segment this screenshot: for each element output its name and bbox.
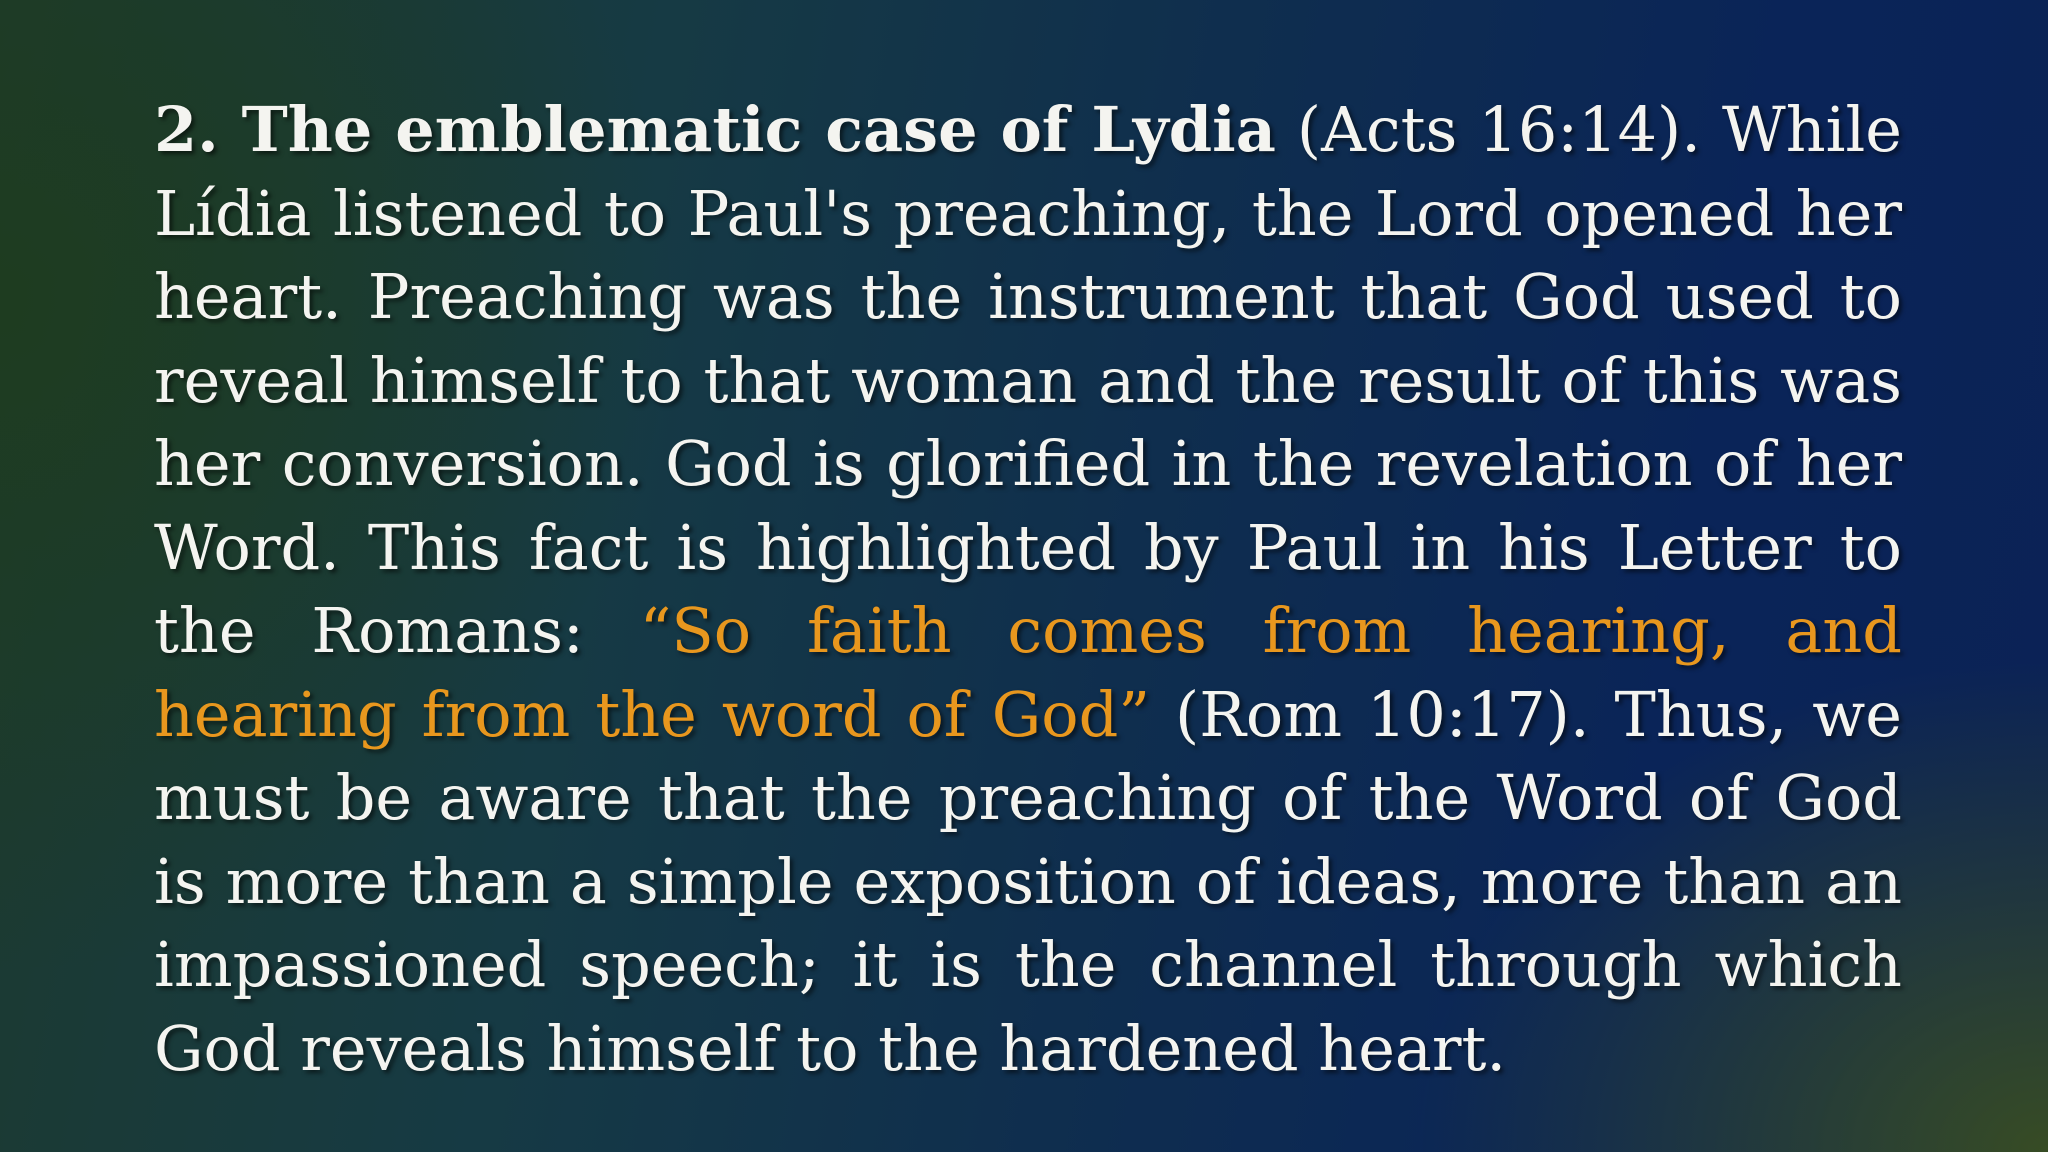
body-text-intro: (Acts 16:14). While Lídia listened to Paul's preaching, the Lord opened her heart. Preaching was the instrument that God used to reveal himself to that woman and the result of this was her conversion. God is glorified in the revelation of her Word. This fact is highlighted by Paul in his Letter to the Romans: — [154, 93, 1902, 667]
slide-heading: 2. The emblematic case of Lydia — [154, 93, 1276, 166]
slide-paragraph — [154, 88, 1902, 1090]
body-text-conclusion: (Rom 10:17). Thus, we must be aware that the preaching of the Word of God is more than a simple exposition of ideas, more than an impassioned speech; it is the channel through which God reveals himself to the hardened heart. — [154, 677, 1902, 1085]
scripture-quote: “So faith comes from hearing, and hearing from the word of God” — [154, 594, 1902, 751]
